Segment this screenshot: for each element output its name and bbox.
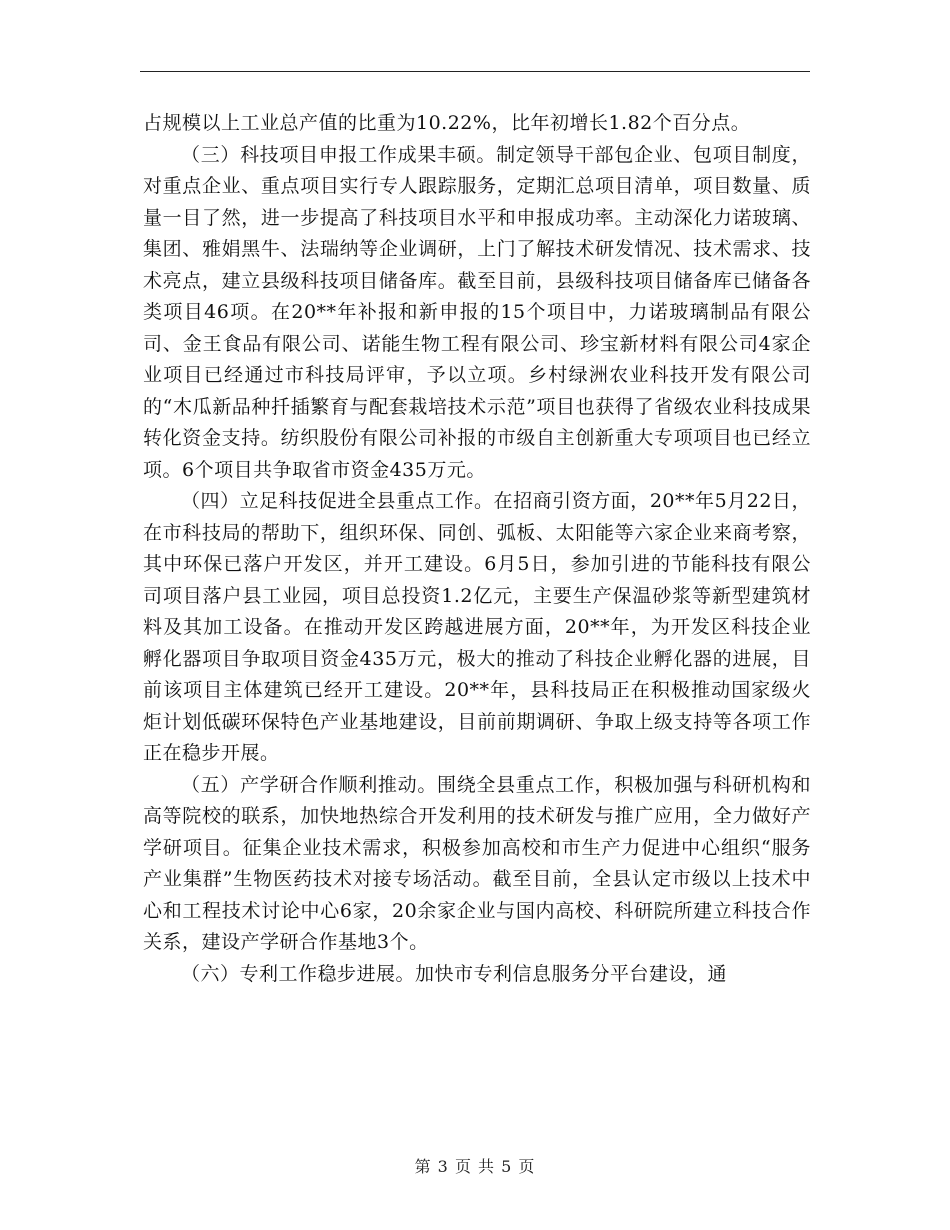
paragraph-continuation: 占规模以上工业总产值的比重为10.22%，比年初增长1.82个百分点。 bbox=[143, 112, 751, 134]
paragraph-section-4: （四）立足科技促进全县重点工作。在招商引资方面，20**年5月22日，在市科技局的帮助下，组织环保、同创、弧板、太阳能等六家企业来商考察，其中环保已落户开发区，并开工建设。6月5日，参加引进的节能科技有限公司项目落户县工业园，项目总投资1.2亿元，主要生产保温砂浆等新型建筑材料及其加工设备。在推动开发区跨越进展方面，20**年，为开发区科技企业孵化器项目争取项目资金435万元，极大的推动了科技企业孵化器的进展，目前该项目主体建筑已经开工建设。20**年，县科技局正在积极推动国家级火炬计划低碳环保特色产业基地建设，目前前期调研、争取上级支持等各项工作正在稳步开展。 bbox=[143, 490, 811, 764]
page-number: 第 3 页 共 5 页 bbox=[414, 1157, 536, 1176]
document-body bbox=[143, 108, 811, 990]
paragraph-section-6: （六）专利工作稳步进展。加快市专利信息服务分平台建设，通 bbox=[181, 962, 728, 985]
header-rule bbox=[140, 71, 810, 72]
paragraph-section-3: （三）科技项目申报工作成果丰硕。制定领导干部包企业、包项目制度，对重点企业、重点项目实行专人跟踪服务，定期汇总项目清单，项目数量、质量一目了然，进一步提高了科技项目水平和申报成功率。主动深化力诺玻璃、集团、雅娟黑牛、法瑞纳等企业调研，上门了解技术研发情况、技术需求、技术亮点，建立县级科技项目储备库。截至目前，县级科技项目储备库已储备各类项目46项。在20**年补报和新申报的15个项目中，力诺玻璃制品有限公司、金王食品有限公司、诺能生物工程有限公司、珍宝新材料有限公司4家企业项目已经通过市科技局评审，予以立项。乡村绿洲农业科技开发有限公司的“木瓜新品种扦插繁育与配套栽培技术示范”项目也获得了省级农业科技成果转化资金支持。纺织股份有限公司补报的市级自主创新重大专项项目也已经立项。6个项目共争取省市资金435万元。 bbox=[143, 143, 811, 481]
paragraph-section-5: （五）产学研合作顺利推动。围绕全县重点工作，积极加强与科研机构和高等院校的联系，加快地热综合开发利用的技术研发与推广应用，全力做好产学研项目。征集企业技术需求，积极参加高校和市生产力促进中心组织“服务产业集群”生物医药技术对接专场活动。截至目前，全县认定市级以上技术中心和工程技术讨论中心6家，20余家企业与国内高校、科研院所建立科技合作关系，建设产学研合作基地3个。 bbox=[143, 773, 811, 953]
